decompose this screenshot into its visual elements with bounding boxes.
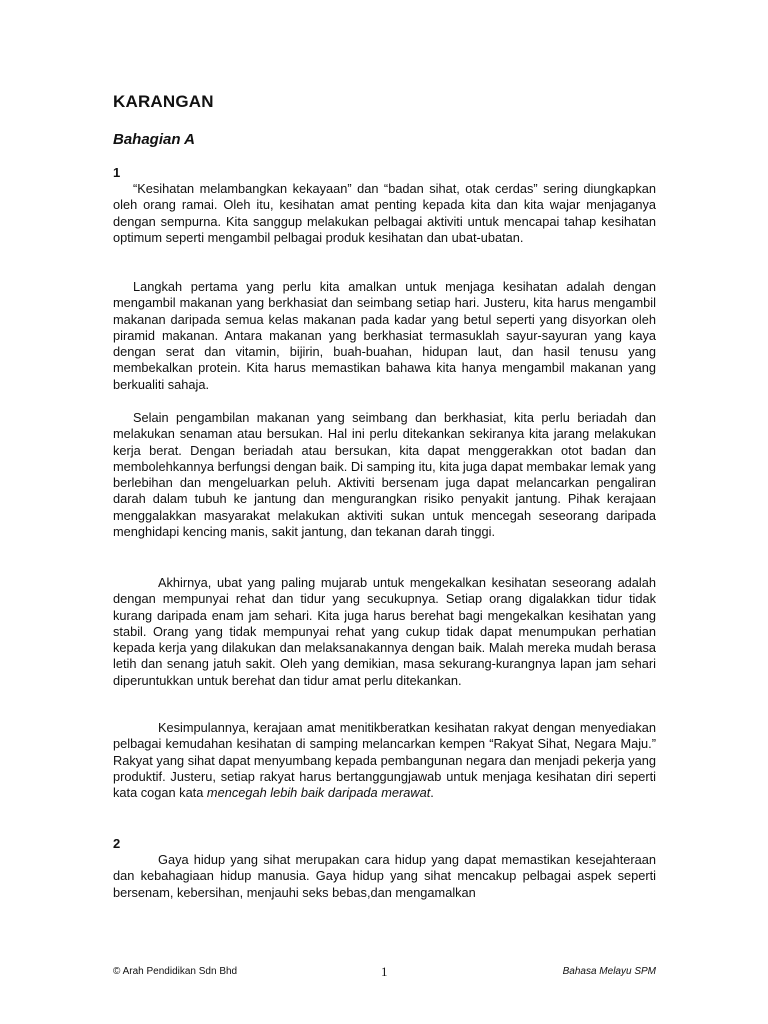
q1-paragraph-3: Selain pengambilan makanan yang seimbang dan berkhasiat, kita perlu beriadah dan melakukan senaman atau bersukan. Hal ini perlu ditekankan sekiranya kita jarang melakukan kerja berat. Dengan beriadah atau bersukan, kita dapat menggerakkan otot badan dan membolehkannya berfungsi dengan baik. Di samping itu, kita juga dapat membakar lemak yang berlebihan dan mengeluarkan peluh. Aktiviti bersenam juga dapat melancarkan pengaliran darah dalam tubuh ke jantung dan mengurangkan risiko penyakit jantung. Pihak kerajaan menggalakkan masyarakat melakukan aktiviti sukan untuk mencegah seseorang daripada menghidapi kencing manis, sakit jantung, dan tekanan darah tinggi. — [113, 410, 656, 540]
q1-paragraph-1: “Kesihatan melambangkan kekayaan” dan “badan sihat, otak cerdas” sering diungkapkan oleh orang ramai. Oleh itu, kesihatan amat penting kepada kita dan kita wajar menjaganya dengan sempurna. Kita sanggup melakukan pelbagai aktiviti untuk mencapai tahap kesihatan optimum seperti mengambil pelbagai produk kesihatan dan ubat-ubatan. — [113, 181, 656, 245]
q1-paragraph-4: Akhirnya, ubat yang paling mujarab untuk mengekalkan kesihatan seseorang adalah dengan mempunyai rehat dan tidur yang secukupnya. Setiap orang digalakkan tidur tidak kurang daripada enam jam sehari. Kita juga harus berehat bagi mengekalkan kesihatan yang stabil. Orang yang tidak mempunyai rehat yang cukup tidak dapat menumpukan perhatian kepada kerja yang dilakukan dan melaksanakannya dengan baik. Malah mereka mudah berasa letih dan senang jatuh sakit. Oleh yang demikian, masa sekurang-kurangnya lapan jam sehari diperuntukkan untuk berehat dan tidur amat perlu ditekankan. — [113, 575, 656, 688]
q2-paragraph-1: Gaya hidup yang sihat merupakan cara hidup yang dapat memastikan kesejahteraan dan kebahagiaan hidup manusia. Gaya hidup yang sihat mencakup pelbagai aspek seperti bersenam, kebersihan, menjauhi seks bebas,dan mengamalkan — [113, 852, 656, 900]
footer-subject: Bahasa Melayu SPM — [562, 966, 656, 977]
q1-paragraph-5 — [113, 720, 656, 801]
q1-paragraph-2: Langkah pertama yang perlu kita amalkan untuk menjaga kesihatan adalah dengan mengambil makanan yang berkhasiat dan seimbang setiap hari. Justeru, kita harus mengambil makanan daripada semua kelas makanan pada kadar yang betul seperti yang disyorkan oleh piramid makanan. Antara makanan yang berkhasiat termasuklah sayur-sayuran yang kaya dengan serat dan vitamin, bijirin, buah-buahan, hidupan laut, dan hasil tenusu yang membekalkan protein. Kita harus memastikan bahawa kita hanya mengambil makanan yang berkualiti sahaja. — [113, 279, 656, 392]
document-title: KARANGAN — [113, 92, 214, 111]
q1-paragraph-5-end: . — [430, 785, 434, 801]
section-heading: Bahagian A — [113, 131, 195, 148]
q1-paragraph-5-italic: mencegah lebih baik daripada merawat — [206, 785, 431, 801]
footer-page-number: 1 — [381, 964, 388, 979]
question-number-2: 2 — [113, 836, 121, 851]
question-number-1: 1 — [113, 165, 121, 180]
page-footer — [113, 962, 656, 982]
footer-publisher: © Arah Pendidikan Sdn Bhd — [113, 966, 238, 977]
q1-paragraph-5-text: Kesimpulannya, kerajaan amat menitikberatkan kesihatan rakyat dengan menyediakan pelbagai kemudahan kesihatan di samping melancarkan kempen “Rakyat Sihat, Negara Maju.” Rakyat yang sihat dapat menyumbang kepada pembangunan negara dan menjadi pekerja yang produktif. Justeru, setiap rakyat harus bertanggungjawab untuk menjaga kesihatan diri seperti kata cogan kata — [113, 720, 656, 801]
